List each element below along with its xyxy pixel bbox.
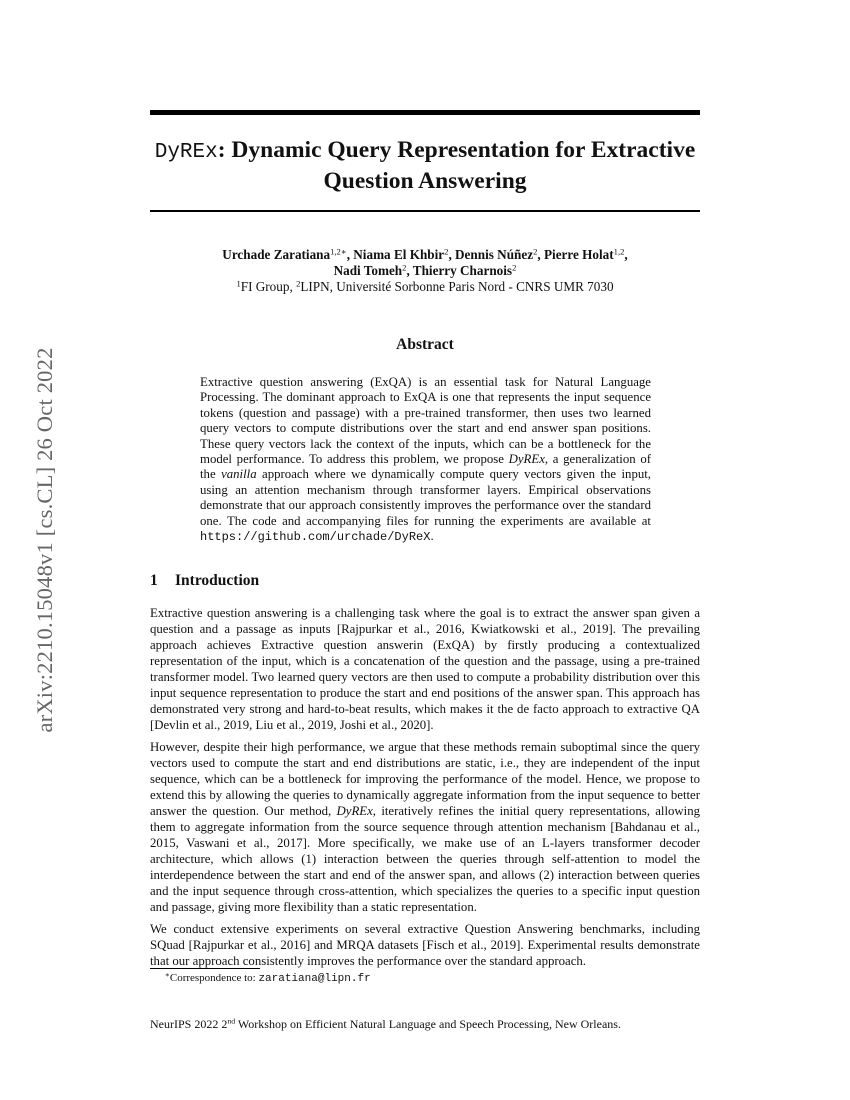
arxiv-stamp-text: arXiv:2210.15048v1 [cs.CL] 26 Oct 2022 bbox=[32, 347, 57, 733]
author-affil-sup: 2 bbox=[402, 262, 407, 273]
title-top-rule bbox=[150, 110, 700, 115]
title-line1: : Dynamic Query Representation for Extractive bbox=[217, 137, 696, 163]
intro-paragraph-3: We conduct extensive experiments on several extractive Question Answering benchmarks, including SQuad [Rajpurkar et al., 2016] and MRQA datasets [Fisch et al., 2019]. Experimental results demonstrate that our approach consistently improves the performance over the standard approach. bbox=[150, 922, 700, 968]
author-affil-sup: 2 bbox=[512, 262, 517, 273]
author-names-line1 bbox=[150, 247, 700, 263]
section-title: Introduction bbox=[175, 572, 260, 589]
abstract-heading: Abstract bbox=[396, 336, 454, 353]
intro-text: However, despite their high performance, we argue that these methods remain suboptimal since the query vectors used to compute the start and end distributions are static, i.e., they are independent of the input sequence, which can be a bottleneck for improving the performance of the model. Hence, we propose to extend this by allowing the queries to dynamically aggregate information from the input sequence to better answer the question. Our method, bbox=[150, 740, 700, 818]
footnote-rule bbox=[150, 968, 260, 969]
intro-text: , iteratively refines the initial query representations, allowing them to aggregate information from the source sequence through attention mechanism [Bahdanau et al., 2015, Vaswani et al., 2017]. More specifically, we make use of an L-layers transformer decoder architecture, which allows (1) interaction between the queries through self-attention to model the interdependence between the start and end of the answer span, and allows (2) interaction between queries and the input sequence through cross-attention, which specializes the queries to a specific input question and passage, giving more flexibility than a static representation. bbox=[150, 804, 701, 914]
footnote-email[interactable]: zaratiana@lipn.fr bbox=[258, 973, 371, 985]
footer-text: Workshop on Efficient Natural Language and Speech Processing, New Orleans. bbox=[235, 1017, 621, 1031]
author-affil-sup: 1,2 bbox=[613, 246, 625, 257]
footnote bbox=[165, 972, 371, 985]
title-bottom-rule bbox=[150, 210, 700, 212]
introduction-body bbox=[150, 605, 700, 975]
affil-sup: 1 bbox=[236, 278, 241, 289]
arxiv-stamp bbox=[20, 300, 70, 780]
author-affil-sup: 2 bbox=[444, 246, 449, 257]
abstract-body bbox=[200, 375, 651, 545]
code-repo-link[interactable]: https://github.com/urchade/DyReX bbox=[200, 530, 431, 545]
abstract-text: , a generalization of the bbox=[200, 452, 651, 482]
author-name: , Thierry Charnois bbox=[406, 263, 513, 278]
section-heading-introduction bbox=[150, 572, 259, 590]
footnote-marker: ∗ bbox=[165, 971, 170, 980]
intro-paragraph-2 bbox=[150, 739, 700, 915]
footer-text: NeurIPS 2022 2 bbox=[150, 1017, 228, 1031]
author-affil-sup: 1,2∗ bbox=[330, 246, 347, 257]
author-block bbox=[150, 247, 700, 295]
title-line2: Question Answering bbox=[323, 168, 527, 194]
intro-italic: DyREx bbox=[336, 804, 373, 818]
author-name: Urchade Zaratiana bbox=[222, 247, 331, 262]
abstract-text: approach where we dynamically compute query vectors given the input, using an attention mechanism through transformer layers. Empirical observations demonstrate that our approach consistently improves the performance over the standard one. The code and accompanying files for running the experiments are available at bbox=[200, 467, 652, 528]
author-name: , Dennis Núñez bbox=[448, 247, 534, 262]
author-names-line2 bbox=[150, 263, 700, 279]
affiliations bbox=[150, 279, 700, 295]
footnote-text: Correspondence to: bbox=[169, 972, 259, 984]
affil-text: FI Group, bbox=[240, 279, 297, 294]
footer-sup: nd bbox=[227, 1016, 236, 1026]
affil-text: LIPN, Université Sorbonne Paris Nord - CNRS UMR 7030 bbox=[300, 279, 614, 294]
abstract-text: Extractive question answering (ExQA) is an essential task for Natural Language Processing. The dominant approach to ExQA is one that represents the input sequence tokens (question and passage) with a pre-trained transformer, then uses two learned query vectors to compute distributions over the start and end answer span positions. These query vectors lack the context of the inputs, which can be a bottleneck for the model performance. To address this problem, we propose bbox=[200, 375, 651, 467]
section-number: 1 bbox=[150, 572, 158, 589]
author-separator: , bbox=[624, 247, 628, 262]
abstract-text: . bbox=[430, 529, 434, 544]
author-name: , Niama El Khbir bbox=[346, 247, 445, 262]
author-affil-sup: 2 bbox=[533, 246, 538, 257]
author-name: , Pierre Holat bbox=[537, 247, 614, 262]
abstract-italic: DyREx bbox=[508, 452, 545, 467]
abstract-italic: vanilla bbox=[221, 467, 257, 482]
paper-title bbox=[150, 136, 700, 195]
affil-sup: 2 bbox=[296, 278, 301, 289]
title-method-name: DyREx bbox=[154, 141, 218, 164]
venue-footer bbox=[150, 1017, 621, 1032]
author-name: Nadi Tomeh bbox=[333, 263, 403, 278]
intro-paragraph-1: Extractive question answering is a challenging task where the goal is to extract the answer span given a question and a passage as inputs [Rajpurkar et al., 2016, Kwiatkowski et al., 2019]. The prevailing approach achieves Extractive question answerin (ExQA) by firstly producing a contextualized representation of the input, which is a concatenation of the question and the passage, using a pre-trained transformer model. Two learned query vectors are then used to compute a probability distribution over this input sequence representation to produce the start and end positions of the answer span. This approach has demonstrated very strong and hard-to-beat results, which makes it the de facto approach to extractive QA [Devlin et al., 2019, Liu et al., 2019, Joshi et al., 2020]. bbox=[150, 606, 700, 732]
